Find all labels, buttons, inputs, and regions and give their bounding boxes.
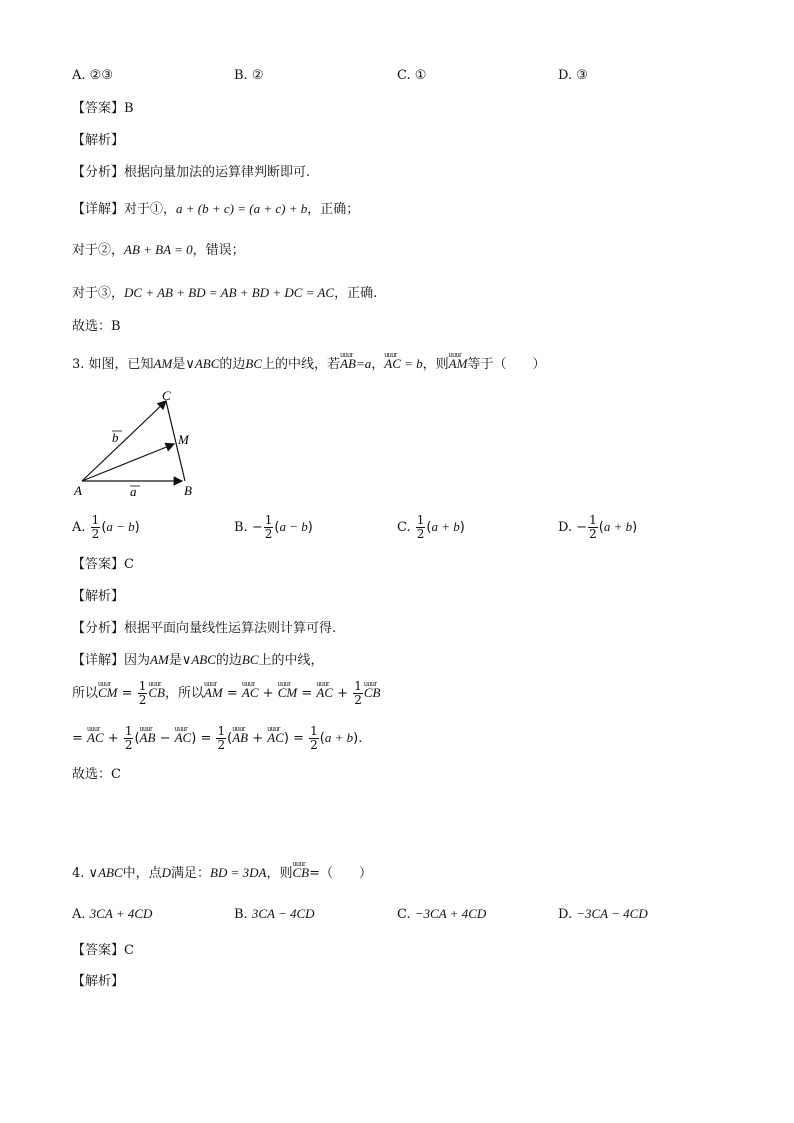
label-m: M — [178, 432, 189, 447]
q3-option-b: B. − $\frac{1}{2}$ (a − b) — [234, 513, 313, 541]
q3-stem: 3. 如图，已知AM是∨ABC的边BC上的中线，若uuur AB=a，uuur AC = b，则uuur AM等于（ ） — [72, 355, 545, 374]
q3-triangle-figure — [72, 388, 202, 503]
q3-option-c: C. $\frac{1}{2}$ (a + b) — [397, 513, 465, 541]
q2-fenxi: 【分析】根据向量加法的运算律判断即可. — [72, 165, 311, 180]
q3-detail-line3: = uuur AC + $\frac{1}{2}$ (uuur AB − uuur AC) = $\frac{1}{2}$ (uuur AB + uuur AC) = $\frac{1}{2}$ (a + b). — [72, 725, 362, 752]
q2-line1-expr: a + (b + c) = (a + c) + b — [176, 201, 308, 216]
label-vec-a: a — [130, 484, 137, 499]
q2-choice: 故选：B — [72, 319, 121, 334]
q2-option-c: C. ① — [397, 68, 427, 83]
q2-option-b: B. ② — [234, 68, 264, 83]
q4-analysis-tag: 【解析】 — [72, 974, 125, 989]
q2-detail-line2: 对于②，AB + BA = 0，错误； — [72, 242, 245, 258]
vec-ab: uuur AB — [340, 355, 356, 373]
q3-analysis-tag: 【解析】 — [72, 589, 125, 604]
vec-am: uuur AM — [449, 355, 468, 373]
q3-answer: 【答案】C — [72, 557, 134, 572]
vec-ac: uuur AC — [384, 355, 401, 373]
segment-ac — [82, 401, 166, 481]
label-c: C — [162, 388, 171, 403]
q2-line2-expr: AB + BA = 0 — [124, 242, 193, 257]
q3-choice: 故选：C — [72, 767, 121, 782]
q4-stem: 4. ∨ABC中，点D满足：BD = 3DA，则uuur CB=（ ） — [72, 864, 372, 883]
q4-stem-expr: BD = 3DA — [210, 865, 267, 880]
q2-detail-line1: 【详解】对于①，a + (b + c) = (a + c) + b，正确； — [72, 201, 360, 217]
q4-option-a: A. 3CA + 4CD — [72, 906, 153, 922]
q2-line3-expr: DC + AB + BD = AB + BD + DC = AC — [124, 285, 335, 300]
label-b: B — [184, 483, 192, 498]
q3-option-d: D. − $\frac{1}{2}$ (a + b) — [558, 513, 638, 541]
label-a: A — [74, 483, 82, 498]
q3-detail-line1: 【详解】因为AM是∨ABC的边BC上的中线， — [72, 652, 324, 668]
q3-option-a: A. $\frac{1}{2}$ (a − b) — [72, 513, 140, 541]
q2-option-d: D. ③ — [558, 68, 588, 83]
q4-option-c: C. −3CA + 4CD — [397, 906, 487, 922]
q2-option-a: A. ②③ — [72, 68, 113, 83]
q2-answer: 【答案】B — [72, 101, 134, 116]
q4-option-d: D. −3CA − 4CD — [558, 906, 648, 922]
q3-detail-line2: 所以uuur CM = $\frac{1}{2}$ uuur CB，所以uuur AM = uuur AC + uuur CM = uuur AC + $\frac{1}{2}$ uuur CB — [72, 680, 380, 707]
q3-fenxi: 【分析】根据平面向量线性运算法则计算可得. — [72, 621, 337, 636]
q4-answer: 【答案】C — [72, 943, 134, 958]
label-vec-b: b — [112, 430, 119, 445]
segment-am — [82, 444, 174, 481]
q4-option-b: B. 3CA − 4CD — [234, 906, 315, 922]
q2-detail-line3: 对于③，DC + AB + BD = AB + BD + DC = AC，正确. — [72, 285, 378, 301]
q2-analysis-tag: 【解析】 — [72, 133, 125, 148]
